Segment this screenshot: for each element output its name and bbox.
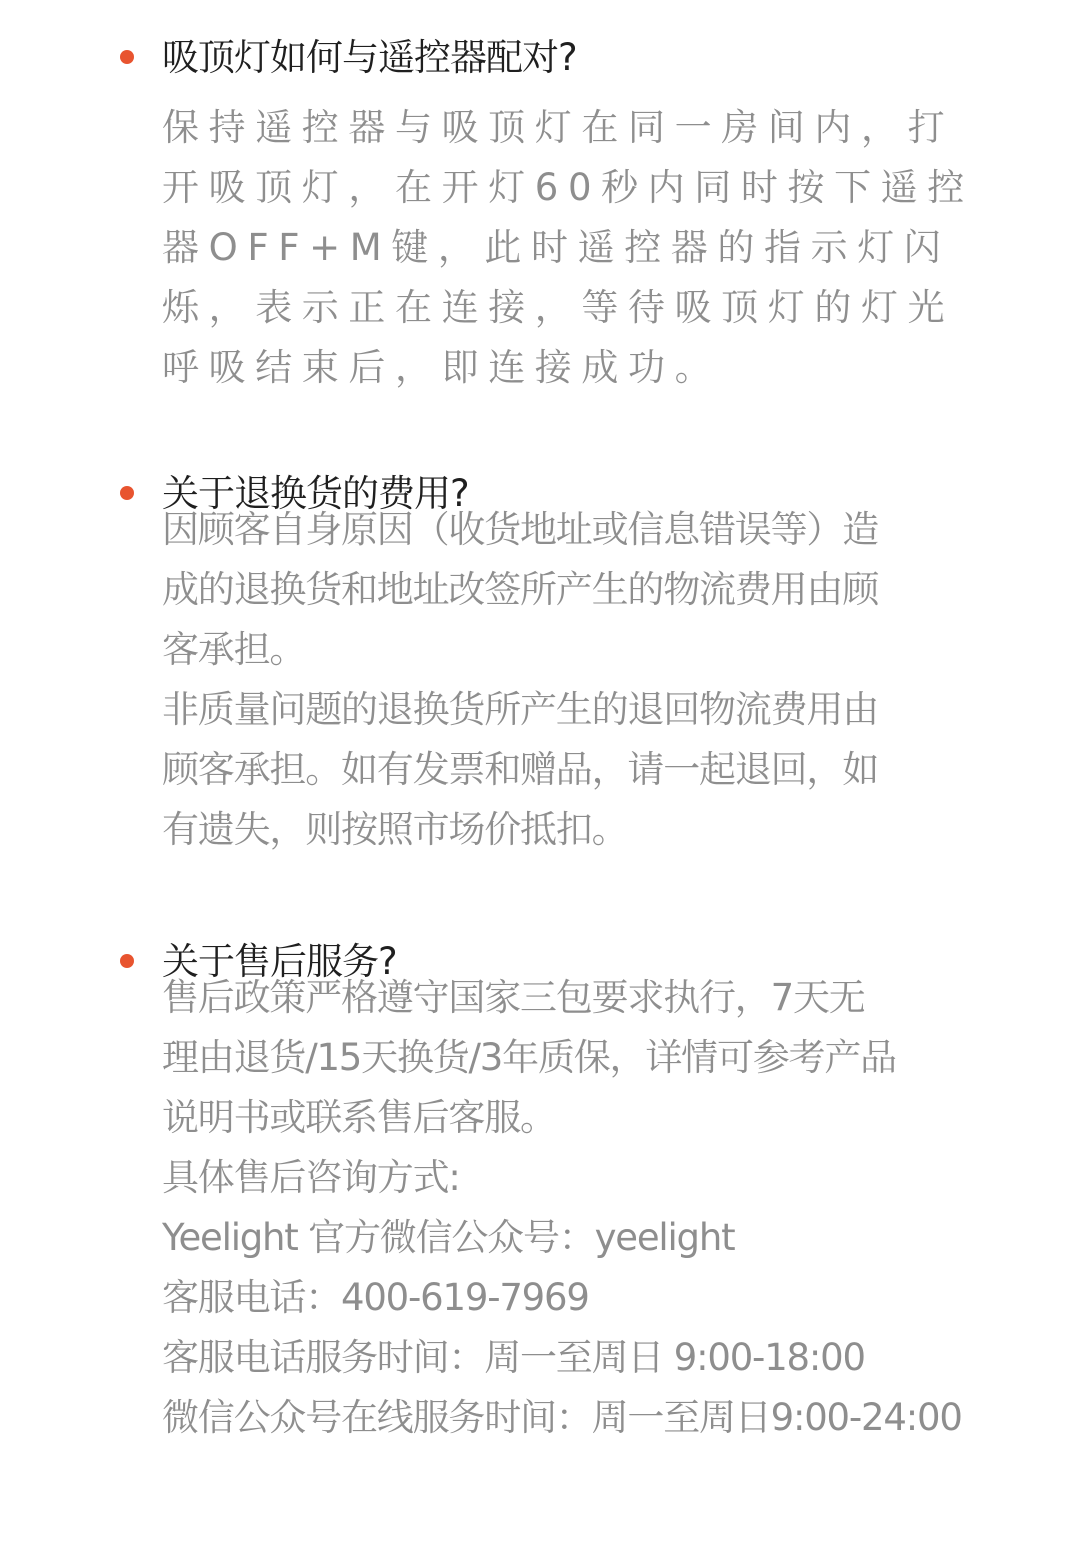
answer-line: 理由退货/15天换货/3年质保，详情可参考产品 — [162, 1036, 896, 1079]
faq-question: 关于售后服务? — [162, 940, 397, 983]
faq-answer — [162, 98, 982, 398]
wechat-account-line: Yeelight 官方微信公众号：yeelight — [162, 1216, 735, 1259]
answer-line: 保持遥控器与吸顶灯在同一房间内，打 — [162, 106, 955, 149]
bullet-dot-icon — [120, 954, 134, 968]
answer-line: 呼吸结束后，即连接成功。 — [162, 346, 722, 389]
answer-line: 售后政策严格遵守国家三包要求执行，7天无 — [162, 976, 865, 1019]
faq-header — [0, 28, 1080, 88]
faq-item-return-fees — [0, 464, 1080, 851]
answer-line: 说明书或联系售后客服。 — [162, 1096, 556, 1139]
phone-number-line: 客服电话：400-619-7969 — [162, 1276, 589, 1319]
faq-item-remote-pairing — [0, 28, 1080, 389]
answer-line: 有遗失，则按照市场价抵扣。 — [162, 808, 628, 851]
faq-question: 关于退换货的费用? — [162, 472, 469, 515]
answer-line: 客承担。 — [162, 628, 306, 671]
answer-line: 顾客承担。如有发票和赠品，请一起退回，如 — [162, 748, 878, 791]
bullet-dot-icon — [120, 50, 134, 64]
faq-question: 吸顶灯如何与遥控器配对? — [162, 36, 577, 79]
answer-line: 开吸顶灯，在开灯60秒内同时按下遥控 — [162, 166, 974, 209]
answer-line: 成的退换货和地址改签所产生的物流费用由顾 — [162, 568, 878, 611]
wechat-hours-line: 微信公众号在线服务时间：周一至周日9:00-24:00 — [162, 1396, 962, 1439]
phone-hours-line: 客服电话服务时间：周一至周日 9:00-18:00 — [162, 1336, 865, 1379]
faq-answer — [162, 968, 982, 1448]
answer-line: 因顾客自身原因（收货地址或信息错误等）造 — [162, 508, 878, 551]
answer-line: 烁，表示正在连接，等待吸顶灯的灯光 — [162, 286, 955, 329]
bullet-dot-icon — [120, 486, 134, 500]
answer-line: 非质量问题的退换货所产生的退回物流费用由 — [162, 688, 878, 731]
answer-line: 器OFF+M键，此时遥控器的指示灯闪 — [162, 226, 951, 269]
faq-item-after-sales — [0, 932, 1080, 1439]
faq-answer — [162, 500, 982, 860]
answer-line: 具体售后咨询方式: — [162, 1156, 460, 1199]
